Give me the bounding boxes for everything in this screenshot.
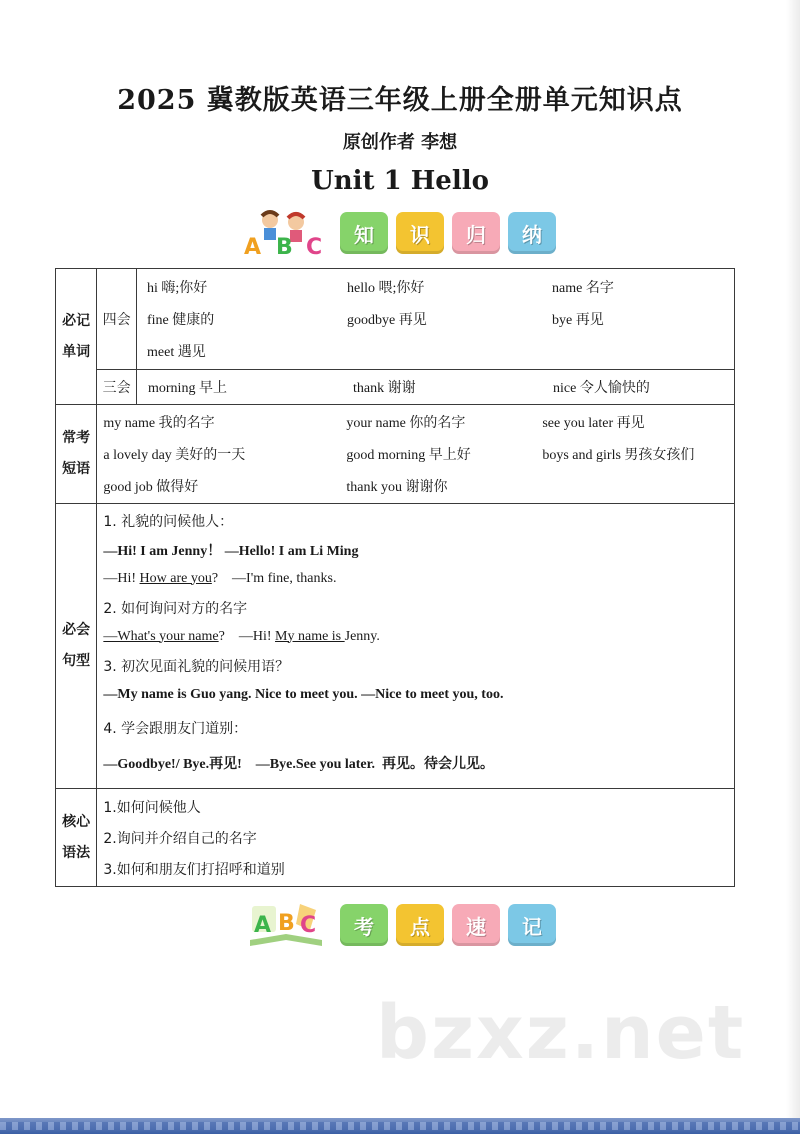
bottom-decorative-bar [0, 1118, 800, 1134]
label-four-skill: 四会 [97, 269, 137, 370]
phrase-row [97, 406, 734, 438]
sentence-heading: 3. 初次见面礼貌的问候用语？ [103, 658, 290, 675]
sentence-heading: 1. 礼貌的问候他人： [103, 513, 234, 530]
category-line: 单词 [62, 343, 91, 360]
sentence-underlined: My name is [275, 628, 345, 644]
banner-tile-3: 归 [452, 212, 500, 254]
banner-tile-1: 知 [340, 212, 388, 254]
knowledge-table [55, 268, 735, 887]
art-letter-a: A [254, 913, 272, 938]
abc-kids-icon [240, 208, 332, 258]
word-item: meet 遇见 [147, 345, 206, 360]
phrase-row [97, 438, 734, 470]
words-four-row [56, 269, 735, 370]
phrase-item: see you later 再见 [542, 416, 645, 431]
phrase-item: good morning 早上好 [346, 448, 471, 463]
banner-tile-3: 速 [452, 904, 500, 946]
phrases-cell [97, 405, 735, 504]
phrase-item: a lovely day 美好的一天 [103, 448, 246, 463]
banner-tile-4: 纳 [508, 212, 556, 254]
grammar-item: 3.如何和朋友们打招呼和道别 [103, 861, 285, 878]
banner-tile-1: 考 [340, 904, 388, 946]
art-letter-c: C [300, 913, 317, 938]
word-item: fine 健康的 [147, 313, 215, 328]
word-item: goodbye 再见 [347, 313, 427, 328]
word-row [138, 371, 733, 403]
sentences-cell [97, 504, 735, 789]
phrase-item: my name 我的名字 [103, 416, 215, 431]
category-line: 短语 [62, 461, 91, 477]
category-grammar [56, 789, 97, 887]
sentence-line [97, 564, 734, 593]
sentence-heading: 2. 如何询问对方的名字 [103, 600, 248, 617]
word-row [137, 271, 734, 303]
art-letter-a: A [244, 235, 262, 258]
unit-title: Unit 1 Hello [311, 166, 489, 196]
word-row [137, 303, 734, 335]
sentence-heading: 4. 学会跟朋友门道别： [103, 720, 248, 737]
category-line: 句型 [62, 653, 91, 669]
word-item: hello 喂;你好 [347, 281, 425, 296]
phrase-item: your name 你的名字 [346, 416, 466, 431]
phrase-item: boys and girls 男孩女孩们 [542, 448, 695, 463]
category-line: 语法 [62, 844, 91, 861]
phrase-item: thank you 谢谢你 [346, 480, 448, 495]
word-item: bye 再见 [552, 313, 604, 328]
watermark: bzxz.net [376, 990, 746, 1076]
word-item: name 名字 [552, 281, 614, 296]
grammar-item: 1.如何问候他人 [103, 799, 201, 816]
category-words [56, 269, 97, 405]
art-letter-b: B [278, 911, 295, 936]
abc-book-icon [240, 900, 332, 950]
grammar-cell [97, 789, 735, 887]
banner-tile-2: 识 [396, 212, 444, 254]
category-phrases [56, 405, 97, 504]
category-line: 常考 [62, 430, 91, 446]
sentence-text: —Hi! [103, 570, 137, 586]
art-letter-b: B [276, 235, 293, 258]
category-line: 核心 [62, 813, 91, 830]
sentence-line: —Hi! I am Jenny！ —Hello! I am Li Ming [103, 543, 359, 559]
grammar-row [56, 789, 735, 887]
author-line: 原创作者 李想 [342, 132, 458, 153]
banner-knowledge-summary [240, 208, 556, 258]
sentence-text: ? —Hi! [218, 628, 276, 644]
category-sentences [56, 504, 97, 789]
page-title: 2025 冀教版英语三年级上册全册单元知识点 [117, 85, 683, 116]
phrase-row [97, 470, 734, 502]
words-three-row [56, 370, 735, 405]
sentence-line [97, 622, 734, 651]
phrase-item: good job 做得好 [103, 480, 199, 495]
sentence-underlined: —What's your name [103, 628, 219, 644]
phrases-row [56, 405, 735, 504]
banner-tile-2: 点 [396, 904, 444, 946]
sentence-text: ? —I'm fine, thanks. [211, 570, 337, 586]
word-row [137, 335, 734, 367]
sentence-underlined: How are you [139, 570, 212, 586]
words-four-cell [137, 269, 735, 370]
word-item: thank 谢谢 [353, 381, 416, 396]
banner-quick-review [240, 900, 556, 950]
sentence-line: —My name is Guo yang. Nice to meet you. —Nice to meet you, too. [103, 686, 504, 702]
word-item: hi 嗨;你好 [147, 281, 208, 296]
sentence-text: Jenny. [344, 628, 380, 644]
word-item: nice 令人愉快的 [553, 381, 650, 396]
sentence-line: —Goodbye!/ Bye.再见! —Bye.See you later. 再见。待会儿见。 [103, 757, 495, 772]
banner-tile-4: 记 [508, 904, 556, 946]
category-line: 必记 [62, 312, 91, 329]
category-line: 必会 [62, 622, 91, 638]
words-three-cell [137, 370, 735, 405]
label-three-skill: 三会 [97, 370, 137, 405]
art-letter-c: C [306, 235, 323, 258]
grammar-item: 2.询问并介绍自己的名字 [103, 830, 257, 847]
sentences-row [56, 504, 735, 789]
word-item: morning 早上 [148, 381, 227, 396]
